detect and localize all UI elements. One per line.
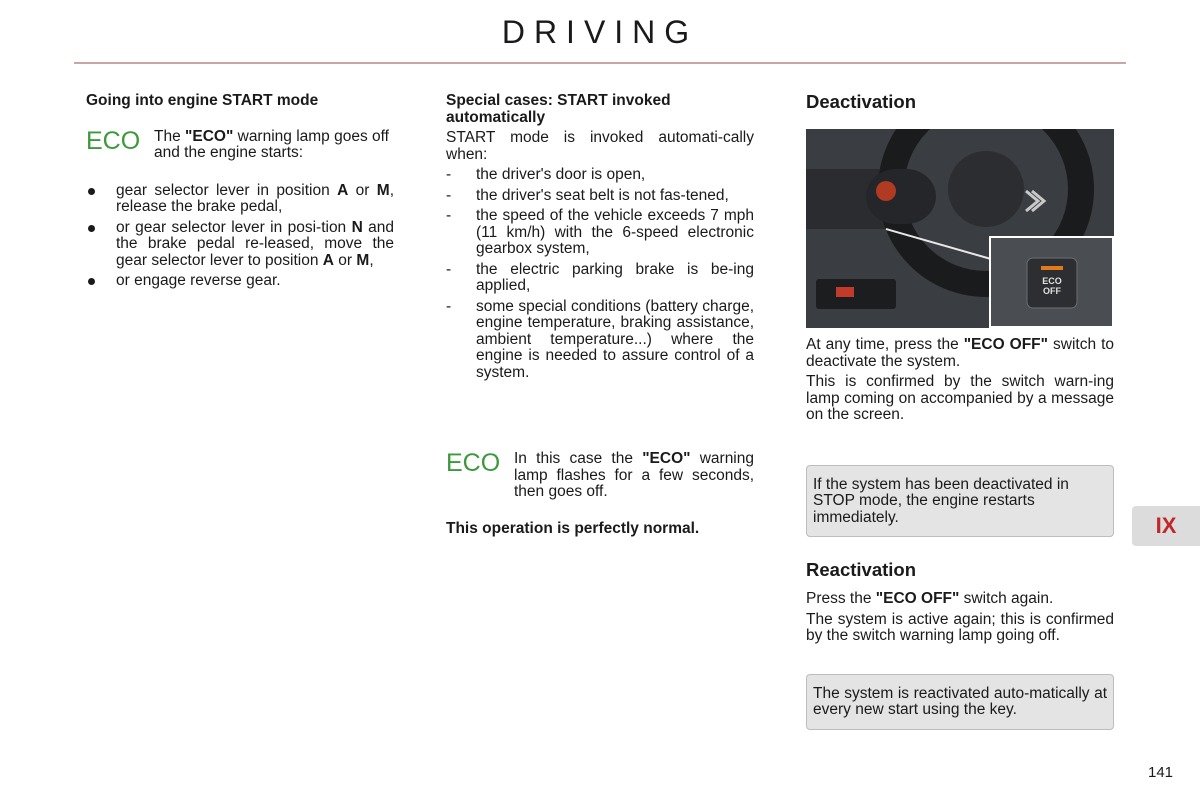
deactivation-text: At any time, press the "ECO OFF" switch to deactivate the system. (806, 336, 1114, 370)
list-item: gear selector lever in position A or M, release the brake pedal, (86, 183, 394, 216)
start-conditions-list (86, 183, 394, 290)
bullet-icon (88, 225, 95, 232)
column-deactivation (806, 92, 1114, 730)
bullet-icon (88, 188, 95, 195)
special-cases-intro: START mode is invoked automati-cally when: (446, 129, 754, 163)
deactivation-heading: Deactivation (806, 91, 917, 112)
eco-lamp-icon: ECO (446, 449, 501, 477)
eco-lamp-text: The "ECO" warning lamp goes off and the engine starts: (154, 127, 389, 161)
start-mode-heading: Going into engine START mode (86, 92, 319, 109)
eco-flash-text: In this case the "ECO" warning lamp flashes for a few seconds, then goes off. (514, 450, 754, 500)
page-title: DRIVING (501, 14, 699, 50)
normal-operation-note: This operation is perfectly normal. (446, 519, 700, 537)
eco-off-switch-label: ECO OFF (1042, 276, 1062, 296)
list-item: or engage reverse gear. (86, 273, 394, 290)
deactivation-note-box (806, 465, 1114, 538)
page-number: 141 (1148, 764, 1174, 781)
deactivation-confirm-text: This is confirmed by the switch warn-ing lamp coming on accompanied by a message on the screen. (806, 373, 1114, 423)
eco-lamp-row (86, 126, 394, 162)
list-item: - the speed of the vehicle exceeds 7 mph (11 km/h) with the 6-speed electronic gearbox system, (446, 207, 754, 257)
reactivation-text: Press the "ECO OFF" switch again. (806, 590, 1054, 607)
special-cases-list (446, 167, 754, 381)
eco-lamp-icon: ECO (86, 126, 141, 155)
reactivation-confirm-text: The system is active again; this is confirmed by the switch warning lamp going off. (806, 610, 1114, 644)
list-item: or gear selector lever in posi-tion N and the brake pedal re-leased, move the gear selector lever to position A or M, (86, 220, 394, 270)
reactivation-heading: Reactivation (806, 559, 917, 580)
reactivation-note-text: The system is reactivated auto-matically at every new start using the key. (813, 684, 1107, 718)
list-item: - some special conditions (battery charge, engine temperature, braking assistance, ambient temperature...) where the engine is needed to assure control of a system. (446, 297, 754, 381)
bullet-icon (88, 278, 95, 285)
column-start-mode (86, 93, 394, 294)
special-cases-heading: Special cases: START invoked automatically (446, 92, 671, 126)
list-item: - the electric parking brake is be-ing applied, (446, 260, 754, 294)
reactivation-note-box (806, 674, 1114, 730)
deactivation-note-text: If the system has been deactivated in STOP mode, the engine restarts immediately. (813, 475, 1069, 526)
eco-flash-row (446, 451, 754, 501)
column-special-cases (446, 93, 754, 537)
list-item: - the driver's door is open, (446, 166, 646, 183)
chapter-tab: IX (1132, 506, 1200, 546)
header-divider (74, 62, 1126, 64)
list-item: - the driver's seat belt is not fas-tened, (446, 186, 729, 204)
